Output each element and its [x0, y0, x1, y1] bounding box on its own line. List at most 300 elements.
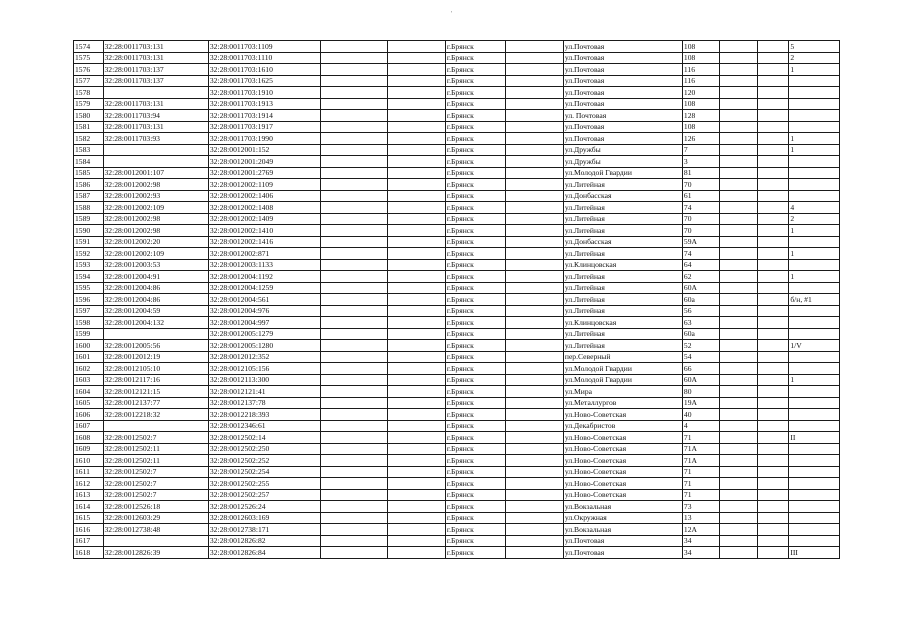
empty-cell: [505, 397, 563, 409]
empty-cell: [757, 340, 789, 352]
object-cadastral-number-cell: 32:28:0012121:41: [208, 386, 320, 398]
city-cell: г.Брянск: [445, 64, 505, 76]
empty-cell: [505, 64, 563, 76]
empty-cell: [505, 236, 563, 248]
city-cell: г.Брянск: [445, 225, 505, 237]
apartment-number-cell: 1/V: [789, 340, 840, 352]
empty-cell: [719, 409, 757, 421]
empty-cell: [757, 156, 789, 168]
house-number-cell: 71: [682, 466, 719, 478]
object-cadastral-number-cell: 32:28:0012113:300: [208, 374, 320, 386]
parcel-cadastral-number-cell: 32:28:0012218:32: [103, 409, 208, 421]
table-row: [74, 294, 840, 306]
empty-cell: [719, 213, 757, 225]
parcel-cadastral-number-cell: 32:28:0012004:86: [103, 282, 208, 294]
table-row: [74, 248, 840, 260]
city-cell: г.Брянск: [445, 271, 505, 283]
empty-cell: [505, 52, 563, 64]
street-cell: ул.Дружбы: [563, 144, 682, 156]
empty-cell: [320, 64, 387, 76]
empty-cell: [719, 328, 757, 340]
parcel-cadastral-number-cell: 32:28:0012002:93: [103, 190, 208, 202]
parcel-cadastral-number-cell: 32:28:0012105:10: [103, 363, 208, 375]
table-row: [74, 547, 840, 559]
empty-cell: [757, 75, 789, 87]
apartment-number-cell: [789, 455, 840, 467]
empty-cell: [320, 317, 387, 329]
house-number-cell: 59А: [682, 236, 719, 248]
empty-cell: [757, 41, 789, 53]
object-cadastral-number-cell: 32:28:0012001:2769: [208, 167, 320, 179]
apartment-number-cell: б/н, #1: [789, 294, 840, 306]
empty-cell: [719, 190, 757, 202]
table-row: [74, 167, 840, 179]
empty-cell: [757, 167, 789, 179]
empty-cell: [757, 190, 789, 202]
street-cell: ул.Литейная: [563, 340, 682, 352]
row-number-cell: 1605: [74, 397, 104, 409]
apartment-number-cell: [789, 317, 840, 329]
apartment-number-cell: 5: [789, 41, 840, 53]
object-cadastral-number-cell: 32:28:0012502:14: [208, 432, 320, 444]
empty-cell: [387, 512, 445, 524]
city-cell: г.Брянск: [445, 512, 505, 524]
empty-cell: [757, 98, 789, 110]
empty-cell: [719, 87, 757, 99]
row-number-cell: 1593: [74, 259, 104, 271]
empty-cell: [757, 121, 789, 133]
street-cell: ул.Декабристов: [563, 420, 682, 432]
empty-cell: [320, 271, 387, 283]
empty-cell: [387, 75, 445, 87]
parcel-cadastral-number-cell: [103, 144, 208, 156]
object-cadastral-number-cell: 32:28:0012012:352: [208, 351, 320, 363]
parcel-cadastral-number-cell: 32:28:0012002:98: [103, 179, 208, 191]
empty-cell: [387, 98, 445, 110]
empty-cell: [505, 386, 563, 398]
parcel-cadastral-number-cell: 32:28:0011703:131: [103, 41, 208, 53]
empty-cell: [757, 524, 789, 536]
parcel-cadastral-number-cell: 32:28:0012004:59: [103, 305, 208, 317]
object-cadastral-number-cell: 32:28:0012502:254: [208, 466, 320, 478]
parcel-cadastral-number-cell: 32:28:0011703:131: [103, 98, 208, 110]
empty-cell: [719, 75, 757, 87]
city-cell: г.Брянск: [445, 179, 505, 191]
house-number-cell: 19А: [682, 397, 719, 409]
empty-cell: [320, 110, 387, 122]
empty-cell: [719, 512, 757, 524]
apartment-number-cell: [789, 259, 840, 271]
empty-cell: [757, 547, 789, 559]
parcel-cadastral-number-cell: 32:28:0012002:109: [103, 248, 208, 260]
parcel-cadastral-number-cell: [103, 156, 208, 168]
registry-table: [73, 40, 840, 559]
empty-cell: [320, 167, 387, 179]
empty-cell: [320, 282, 387, 294]
city-cell: г.Брянск: [445, 282, 505, 294]
empty-cell: [320, 236, 387, 248]
row-number-cell: 1586: [74, 179, 104, 191]
empty-cell: [320, 294, 387, 306]
apartment-number-cell: [789, 363, 840, 375]
parcel-cadastral-number-cell: 32:28:0011703:94: [103, 110, 208, 122]
apartment-number-cell: [789, 156, 840, 168]
empty-cell: [757, 259, 789, 271]
empty-cell: [505, 524, 563, 536]
city-cell: г.Брянск: [445, 340, 505, 352]
row-number-cell: 1575: [74, 52, 104, 64]
empty-cell: [719, 248, 757, 260]
row-number-cell: 1606: [74, 409, 104, 421]
apartment-number-cell: [789, 466, 840, 478]
empty-cell: [320, 156, 387, 168]
parcel-cadastral-number-cell: 32:28:0012004:91: [103, 271, 208, 283]
street-cell: ул.Почтовая: [563, 64, 682, 76]
empty-cell: [719, 489, 757, 501]
row-number-cell: 1618: [74, 547, 104, 559]
table-row: [74, 409, 840, 421]
empty-cell: [387, 179, 445, 191]
parcel-cadastral-number-cell: 32:28:0012826:39: [103, 547, 208, 559]
city-cell: г.Брянск: [445, 317, 505, 329]
street-cell: ул.Почтовая: [563, 121, 682, 133]
object-cadastral-number-cell: 32:28:0012502:257: [208, 489, 320, 501]
city-cell: г.Брянск: [445, 386, 505, 398]
parcel-cadastral-number-cell: 32:28:0012738:48: [103, 524, 208, 536]
empty-cell: [320, 512, 387, 524]
parcel-cadastral-number-cell: 32:28:0012502:7: [103, 478, 208, 490]
house-number-cell: 4: [682, 420, 719, 432]
empty-cell: [320, 121, 387, 133]
empty-cell: [387, 110, 445, 122]
empty-cell: [320, 133, 387, 145]
apartment-number-cell: [789, 121, 840, 133]
city-cell: г.Брянск: [445, 87, 505, 99]
empty-cell: [387, 466, 445, 478]
empty-cell: [719, 259, 757, 271]
street-cell: ул. Почтовая: [563, 110, 682, 122]
object-cadastral-number-cell: 32:28:0012826:82: [208, 535, 320, 547]
object-cadastral-number-cell: 32:28:0012002:1409: [208, 213, 320, 225]
empty-cell: [719, 236, 757, 248]
empty-cell: [757, 489, 789, 501]
house-number-cell: 71А: [682, 455, 719, 467]
row-number-cell: 1581: [74, 121, 104, 133]
street-cell: ул.Молодой Гвардии: [563, 374, 682, 386]
house-number-cell: 70: [682, 179, 719, 191]
house-number-cell: 108: [682, 98, 719, 110]
empty-cell: [719, 351, 757, 363]
object-cadastral-number-cell: 32:28:0011703:1990: [208, 133, 320, 145]
apartment-number-cell: 1: [789, 144, 840, 156]
empty-cell: [387, 248, 445, 260]
empty-cell: [505, 98, 563, 110]
table-row: [74, 202, 840, 214]
table-row: [74, 420, 840, 432]
table-row: [74, 144, 840, 156]
empty-cell: [719, 271, 757, 283]
empty-cell: [320, 374, 387, 386]
object-cadastral-number-cell: 32:28:0012004:561: [208, 294, 320, 306]
row-number-cell: 1583: [74, 144, 104, 156]
street-cell: ул.Клинцовская: [563, 259, 682, 271]
empty-cell: [387, 190, 445, 202]
empty-cell: [320, 259, 387, 271]
apartment-number-cell: [789, 179, 840, 191]
object-cadastral-number-cell: 32:28:0012738:171: [208, 524, 320, 536]
parcel-cadastral-number-cell: 32:28:0011703:131: [103, 52, 208, 64]
empty-cell: [320, 501, 387, 513]
parcel-cadastral-number-cell: 32:28:0012137:77: [103, 397, 208, 409]
house-number-cell: 108: [682, 41, 719, 53]
row-number-cell: 1582: [74, 133, 104, 145]
street-cell: ул.Литейная: [563, 305, 682, 317]
empty-cell: [320, 547, 387, 559]
object-cadastral-number-cell: 32:28:0012002:871: [208, 248, 320, 260]
parcel-cadastral-number-cell: 32:28:0012002:98: [103, 225, 208, 237]
house-number-cell: 126: [682, 133, 719, 145]
table-row: [74, 524, 840, 536]
parcel-cadastral-number-cell: 32:28:0011703:137: [103, 64, 208, 76]
empty-cell: [505, 41, 563, 53]
empty-cell: [719, 317, 757, 329]
street-cell: ул.Литейная: [563, 328, 682, 340]
apartment-number-cell: [789, 397, 840, 409]
row-number-cell: 1576: [74, 64, 104, 76]
empty-cell: [320, 397, 387, 409]
apartment-number-cell: 1: [789, 64, 840, 76]
city-cell: г.Брянск: [445, 98, 505, 110]
empty-cell: [505, 328, 563, 340]
apartment-number-cell: II: [789, 432, 840, 444]
street-cell: ул.Металлургов: [563, 397, 682, 409]
object-cadastral-number-cell: 32:28:0012137:78: [208, 397, 320, 409]
object-cadastral-number-cell: 32:28:0011703:1917: [208, 121, 320, 133]
parcel-cadastral-number-cell: [103, 328, 208, 340]
apartment-number-cell: [789, 328, 840, 340]
table-row: [74, 64, 840, 76]
empty-cell: [719, 121, 757, 133]
city-cell: г.Брянск: [445, 248, 505, 260]
empty-cell: [505, 478, 563, 490]
empty-cell: [320, 535, 387, 547]
parcel-cadastral-number-cell: 32:28:0012003:53: [103, 259, 208, 271]
empty-cell: [505, 75, 563, 87]
house-number-cell: 52: [682, 340, 719, 352]
parcel-cadastral-number-cell: 32:28:0012117:16: [103, 374, 208, 386]
house-number-cell: 60А: [682, 374, 719, 386]
house-number-cell: 80: [682, 386, 719, 398]
object-cadastral-number-cell: 32:28:0012005:1279: [208, 328, 320, 340]
house-number-cell: 128: [682, 110, 719, 122]
city-cell: г.Брянск: [445, 121, 505, 133]
empty-cell: [757, 501, 789, 513]
table-row: [74, 87, 840, 99]
empty-cell: [505, 409, 563, 421]
object-cadastral-number-cell: 32:28:0011703:1625: [208, 75, 320, 87]
empty-cell: [757, 351, 789, 363]
row-number-cell: 1610: [74, 455, 104, 467]
city-cell: г.Брянск: [445, 351, 505, 363]
street-cell: ул.Мира: [563, 386, 682, 398]
empty-cell: [387, 52, 445, 64]
object-cadastral-number-cell: 32:28:0011703:1109: [208, 41, 320, 53]
table-row: [74, 455, 840, 467]
object-cadastral-number-cell: 32:28:0012001:152: [208, 144, 320, 156]
empty-cell: [757, 64, 789, 76]
empty-cell: [387, 282, 445, 294]
apartment-number-cell: [789, 478, 840, 490]
empty-cell: [757, 317, 789, 329]
street-cell: ул.Ново-Советская: [563, 489, 682, 501]
empty-cell: [505, 133, 563, 145]
house-number-cell: 74: [682, 202, 719, 214]
house-number-cell: 61: [682, 190, 719, 202]
empty-cell: [757, 294, 789, 306]
empty-cell: [387, 409, 445, 421]
house-number-cell: 40: [682, 409, 719, 421]
street-cell: ул.Литейная: [563, 248, 682, 260]
house-number-cell: 108: [682, 52, 719, 64]
empty-cell: [505, 294, 563, 306]
house-number-cell: 64: [682, 259, 719, 271]
empty-cell: [320, 328, 387, 340]
empty-cell: [387, 133, 445, 145]
empty-cell: [387, 351, 445, 363]
empty-cell: [387, 41, 445, 53]
street-cell: ул.Почтовая: [563, 535, 682, 547]
house-number-cell: 60а: [682, 294, 719, 306]
empty-cell: [719, 374, 757, 386]
empty-cell: [757, 110, 789, 122]
empty-cell: [505, 259, 563, 271]
table-row: [74, 156, 840, 168]
empty-cell: [320, 202, 387, 214]
object-cadastral-number-cell: 32:28:0012526:24: [208, 501, 320, 513]
street-cell: ул.Окружная: [563, 512, 682, 524]
empty-cell: [719, 386, 757, 398]
street-cell: ул.Вокзальная: [563, 524, 682, 536]
parcel-cadastral-number-cell: 32:28:0012502:7: [103, 432, 208, 444]
house-number-cell: 12А: [682, 524, 719, 536]
empty-cell: [387, 259, 445, 271]
empty-cell: [387, 64, 445, 76]
row-number-cell: 1600: [74, 340, 104, 352]
empty-cell: [320, 409, 387, 421]
row-number-cell: 1612: [74, 478, 104, 490]
house-number-cell: 7: [682, 144, 719, 156]
empty-cell: [320, 248, 387, 260]
apartment-number-cell: 1: [789, 271, 840, 283]
parcel-cadastral-number-cell: 32:28:0011703:93: [103, 133, 208, 145]
table-row: [74, 110, 840, 122]
house-number-cell: 73: [682, 501, 719, 513]
empty-cell: [719, 478, 757, 490]
house-number-cell: 56: [682, 305, 719, 317]
empty-cell: [719, 133, 757, 145]
apartment-number-cell: 1: [789, 225, 840, 237]
parcel-cadastral-number-cell: 32:28:0012502:7: [103, 489, 208, 501]
row-number-cell: 1607: [74, 420, 104, 432]
empty-cell: [719, 225, 757, 237]
empty-cell: [719, 455, 757, 467]
empty-cell: [387, 397, 445, 409]
house-number-cell: 71: [682, 489, 719, 501]
row-number-cell: 1609: [74, 443, 104, 455]
object-cadastral-number-cell: 32:28:0012502:255: [208, 478, 320, 490]
empty-cell: [387, 87, 445, 99]
empty-cell: [505, 420, 563, 432]
empty-cell: [505, 363, 563, 375]
apartment-number-cell: [789, 535, 840, 547]
parcel-cadastral-number-cell: 32:28:0012002:109: [103, 202, 208, 214]
empty-cell: [320, 305, 387, 317]
empty-cell: [320, 190, 387, 202]
row-number-cell: 1601: [74, 351, 104, 363]
empty-cell: [719, 443, 757, 455]
house-number-cell: 81: [682, 167, 719, 179]
apartment-number-cell: [789, 87, 840, 99]
empty-cell: [505, 501, 563, 513]
empty-cell: [387, 524, 445, 536]
parcel-cadastral-number-cell: 32:28:0012002:20: [103, 236, 208, 248]
object-cadastral-number-cell: 32:28:0012002:1408: [208, 202, 320, 214]
empty-cell: [757, 466, 789, 478]
house-number-cell: 71: [682, 478, 719, 490]
apartment-number-cell: [789, 98, 840, 110]
city-cell: г.Брянск: [445, 455, 505, 467]
empty-cell: [505, 374, 563, 386]
empty-cell: [757, 443, 789, 455]
empty-cell: [719, 535, 757, 547]
row-number-cell: 1614: [74, 501, 104, 513]
house-number-cell: 71: [682, 432, 719, 444]
empty-cell: [320, 144, 387, 156]
house-number-cell: 13: [682, 512, 719, 524]
parcel-cadastral-number-cell: 32:28:0012121:15: [103, 386, 208, 398]
table-row: [74, 190, 840, 202]
apartment-number-cell: [789, 236, 840, 248]
row-number-cell: 1616: [74, 524, 104, 536]
parcel-cadastral-number-cell: 32:28:0011703:137: [103, 75, 208, 87]
empty-cell: [320, 478, 387, 490]
empty-cell: [719, 144, 757, 156]
object-cadastral-number-cell: 32:28:0012603:169: [208, 512, 320, 524]
table-row: [74, 466, 840, 478]
empty-cell: [387, 225, 445, 237]
empty-cell: [387, 167, 445, 179]
house-number-cell: 34: [682, 535, 719, 547]
empty-cell: [505, 535, 563, 547]
empty-cell: [505, 121, 563, 133]
parcel-cadastral-number-cell: 32:28:0012603:29: [103, 512, 208, 524]
empty-cell: [387, 294, 445, 306]
city-cell: г.Брянск: [445, 144, 505, 156]
object-cadastral-number-cell: 32:28:0011703:1110: [208, 52, 320, 64]
city-cell: г.Брянск: [445, 167, 505, 179]
apartment-number-cell: 1: [789, 133, 840, 145]
object-cadastral-number-cell: 32:28:0012003:1133: [208, 259, 320, 271]
parcel-cadastral-number-cell: 32:28:0012002:98: [103, 213, 208, 225]
empty-cell: [505, 190, 563, 202]
city-cell: г.Брянск: [445, 443, 505, 455]
row-number-cell: 1617: [74, 535, 104, 547]
city-cell: г.Брянск: [445, 41, 505, 53]
apartment-number-cell: [789, 489, 840, 501]
street-cell: ул.Литейная: [563, 213, 682, 225]
empty-cell: [320, 363, 387, 375]
street-cell: ул.Клинцовская: [563, 317, 682, 329]
